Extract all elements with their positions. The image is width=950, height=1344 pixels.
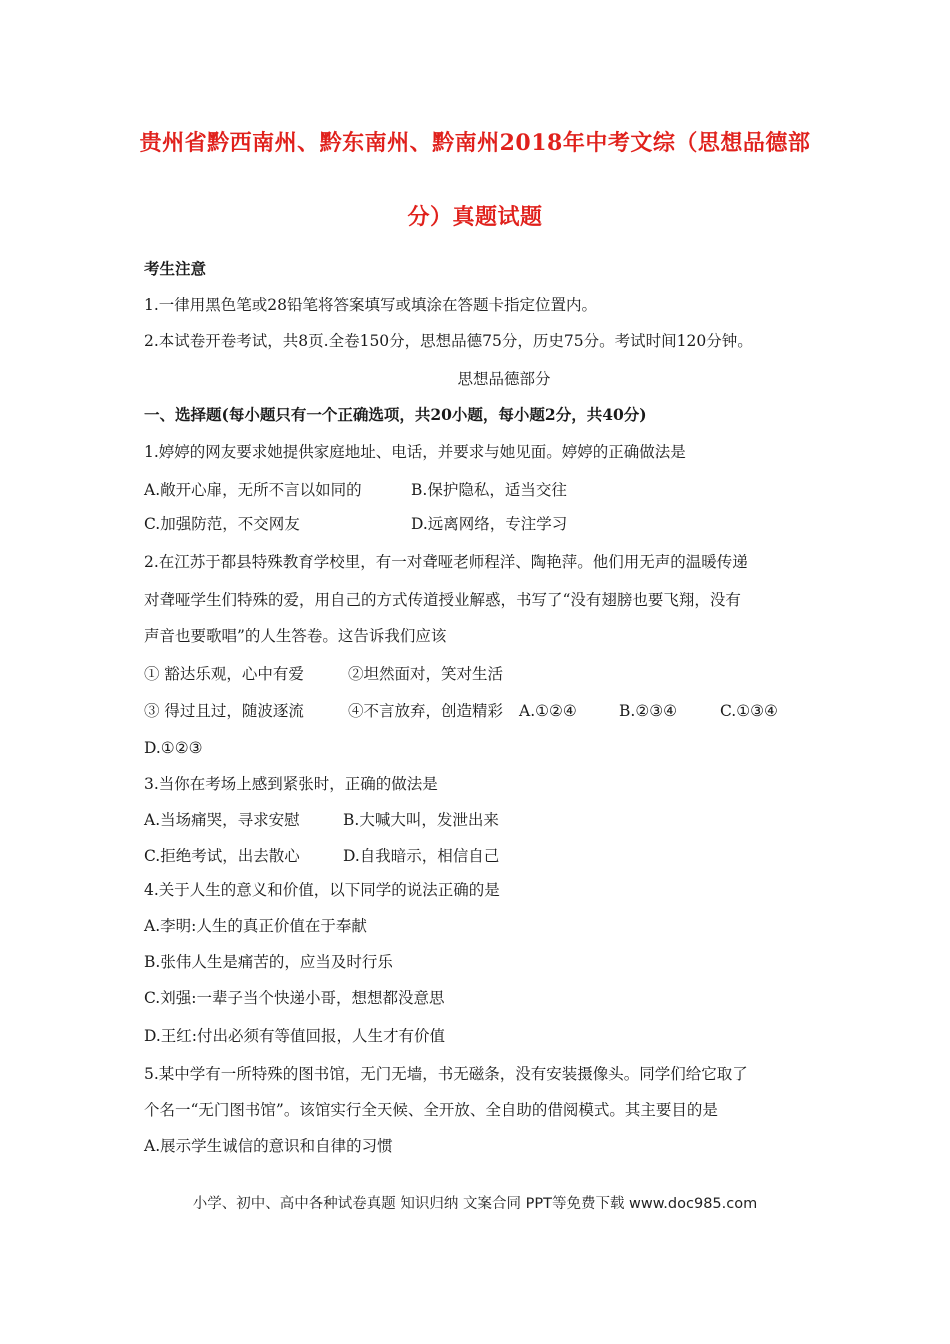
question-1-option-b: B.保护隐私，适当交往: [411, 481, 567, 499]
question-2-option-d: D.①②③: [144, 739, 203, 757]
question-2-statement-3: ③ 得过且过，随波逐流: [144, 702, 304, 720]
question-2-statement-1: ① 豁达乐观，心中有爱: [144, 665, 304, 683]
question-4-stem: 4.关于人生的意义和价值，以下同学的说法正确的是: [144, 881, 500, 899]
question-1-stem: 1.婷婷的网友要求她提供家庭地址、电话，并要求与她见面。婷婷的正确做法是: [144, 443, 686, 461]
question-2-stem-line-1: 2.在江苏于都县特殊教育学校里，有一对聋哑老师程洋、陶艳萍。他们用无声的温暖传递: [144, 553, 748, 571]
question-5-option-a: A.展示学生诚信的意识和自律的习惯: [144, 1137, 393, 1155]
section-heading: 一、选择题(每小题只有一个正确选项，共20小题，每小题2分，共40分): [144, 405, 647, 424]
question-2-option-a: A.①②④: [519, 702, 577, 720]
question-4-option-b: B.张伟人生是痛苦的，应当及时行乐: [144, 953, 393, 971]
question-2-statement-2: ②坦然面对，笑对生活: [348, 665, 504, 683]
question-4-option-c: C.刘强:一辈子当个快递小哥，想想都没意思: [144, 989, 445, 1007]
question-2-statement-4: ④不言放弃，创造精彩: [348, 702, 504, 720]
question-3-stem: 3.当你在考场上感到紧张时，正确的做法是: [144, 775, 438, 793]
footer-text: 小学、初中、高中各种试卷真题 知识归纳 文案合同 PPT等免费下载 www.doc985.com: [192, 1196, 758, 1212]
section-name: 思想品德部分: [457, 370, 551, 388]
question-2-option-b: B.②③④: [619, 702, 678, 720]
question-5-stem-line-1: 5.某中学有一所特殊的图书馆，无门无墙，书无磁条，没有安装摄像头。同学们给它取了: [144, 1065, 748, 1083]
question-3-option-a: A.当场痛哭，寻求安慰: [144, 811, 300, 829]
question-1-option-d: D.远离网络，专注学习: [411, 515, 568, 533]
question-3-option-c: C.拒绝考试，出去散心: [144, 847, 300, 865]
question-5-stem-line-2: 个名一“无门图书馆”。该馆实行全天候、全开放、全自助的借阅模式。其主要目的是: [144, 1101, 718, 1119]
notice-item-2: 2.本试卷开卷考试，共8页.全卷150分，思想品德75分，历史75分。考试时间120分钟。: [144, 332, 753, 350]
question-3-option-d: D.自我暗示，相信自己: [343, 847, 500, 865]
question-4-option-a: A.李明:人生的真正价值在于奉献: [144, 917, 367, 935]
question-2-stem-line-3: 声音也要歌唱”的人生答卷。这告诉我们应该: [144, 627, 447, 645]
question-1-option-c: C.加强防范，不交网友: [144, 515, 300, 533]
question-2-option-c: C.①③④: [720, 702, 778, 720]
question-4-option-d: D.王红:付出必须有等值回报，人生才有价值: [144, 1027, 446, 1045]
question-2-stem-line-2: 对聋哑学生们特殊的爱，用自己的方式传道授业解惑，书写了“没有翅膀也要飞翔，没有: [144, 591, 741, 609]
exam-title-line-2: 分）真题试题: [407, 204, 543, 230]
question-1-option-a: A.敞开心扉，无所不言以如同的: [144, 481, 362, 499]
notice-item-1: 1.一律用黑色笔或28铅笔将答案填写或填涂在答题卡指定位置内。: [144, 296, 598, 314]
question-3-option-b: B.大喊大叫，发泄出来: [343, 811, 499, 829]
notice-heading: 考生注意: [144, 259, 207, 278]
exam-title-line-1: 贵州省黔西南州、黔东南州、黔南州2018年中考文综（思想品德部: [139, 130, 811, 156]
